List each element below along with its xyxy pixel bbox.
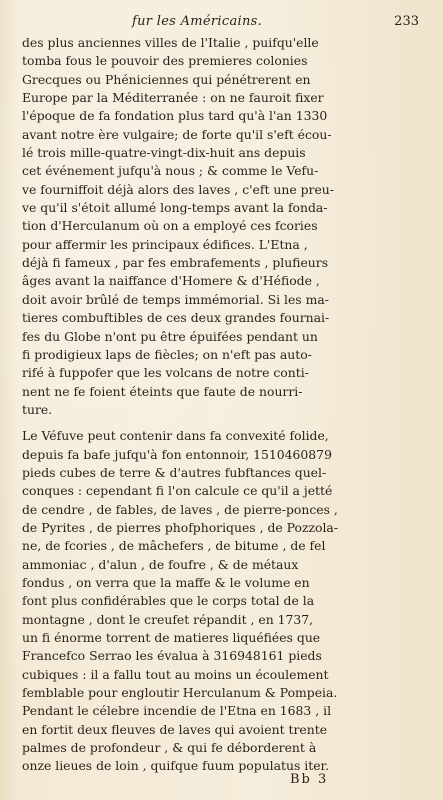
running-title: fur les Américains. [132,14,263,29]
text-line: des plus anciennes villes de l'Italie , puifqu'elle [22,35,319,50]
text-line: conques : cependant fi l'on calcule ce qu'il a jetté [22,483,333,499]
text-line: de Pyrites , de pierres phofphoriques , de Pozzola- [22,519,339,535]
text-line: cet événement jufqu'à nous ; & comme le Vefu- [22,163,319,179]
text-line: tion d'Herculanum où on a employé ces fcories [22,218,318,234]
body-text [22,34,427,776]
text-line: ve qu'il s'étoit allumé long-temps avant la fonda- [22,200,328,216]
text-line: Pendant le célebre incendie de l'Etna en 1683 , il [22,703,332,719]
text-line: pour affermir les principaux édifices. L'Etna , [22,236,308,252]
text-line: pieds cubes de terre & d'autres fubftances quel- [22,464,327,480]
text-line: ve fourniffoit déjà alors des laves , c'eft une preu- [22,181,334,197]
text-line: palmes de profondeur , & qui fe déborderent à [22,740,317,756]
paragraph-2 [22,427,427,776]
text-line: font plus confidérables que le corps total de la [22,593,315,609]
text-line: cubiques : il a fallu tout au moins un écoulement [22,666,329,682]
text-line: rifé à fuppofer que les volcans de notre conti- [22,365,309,381]
text-line: lé trois mille-quatre-vingt-dix-huit ans depuis [22,145,306,161]
text-line: onze lieues de loin , quifque fuum populatus iter. [22,758,330,774]
text-line: Le Véfuve peut contenir dans fa convexité folide, [22,428,329,444]
text-line: tomba fous le pouvoir des premieres colonies [22,53,308,69]
text-line: femblable pour engloutir Herculanum & Pompeia. [22,685,338,701]
paragraph-1 [22,34,427,419]
signature-mark: Bb 3 [290,772,329,787]
text-line: âges avant la naiffance d'Homere & d'Héfiode , [22,273,320,289]
text-line: déjà fi fameux , par fes embrafements , plufieurs [22,255,329,271]
text-line: depuis fa bafe jufqu'à fon entonnoir, 1510460879 [22,446,332,462]
text-line: avant notre ère vulgaire; de forte qu'il s'eft écou- [22,126,332,142]
text-line: de cendre , de fables, de laves , de pierre-ponces , [22,501,338,517]
text-line: en fortit deux fleuves de laves qui avoient trente [22,721,328,737]
text-line: nent ne fe foient éteints que faute de nourri- [22,383,303,399]
text-line: ammoniac , d'alun , de foufre , & de métaux [22,556,299,572]
text-line: Grecques ou Phéniciennes qui pénétrerent en [22,71,311,87]
text-line: montagne , dont le creufet répandit , en 1737, [22,611,314,627]
text-line: doit avoir brûlé de temps immémorial. Si les ma- [22,291,329,307]
text-line: un fi énorme torrent de matieres liquéfiées que [22,630,321,645]
text-line: fondus , on verra que la maffe & le volume en [22,574,310,590]
page-number: 233 [394,14,419,29]
text-line: fi prodigieux laps de fiècles; on n'eft pas auto- [22,346,312,362]
text-line: l'époque de fa fondation plus tard qu'à l'an 1330 [22,108,328,124]
text-line: Europe par la Méditerranée : on ne fauroit fixer [22,90,324,106]
text-line: Francefco Serrao les évalua à 316948161 pieds [22,648,322,664]
page-header [22,10,427,34]
text-line: tieres combuftibles de ces deux grandes fournai- [22,310,330,326]
text-line: fes du Globe n'ont pu être épuifées pendant un [22,328,318,344]
text-line: ture. [22,401,53,417]
text-line: ne, de fcories , de mâchefers , de bitume , de fel [22,538,326,554]
